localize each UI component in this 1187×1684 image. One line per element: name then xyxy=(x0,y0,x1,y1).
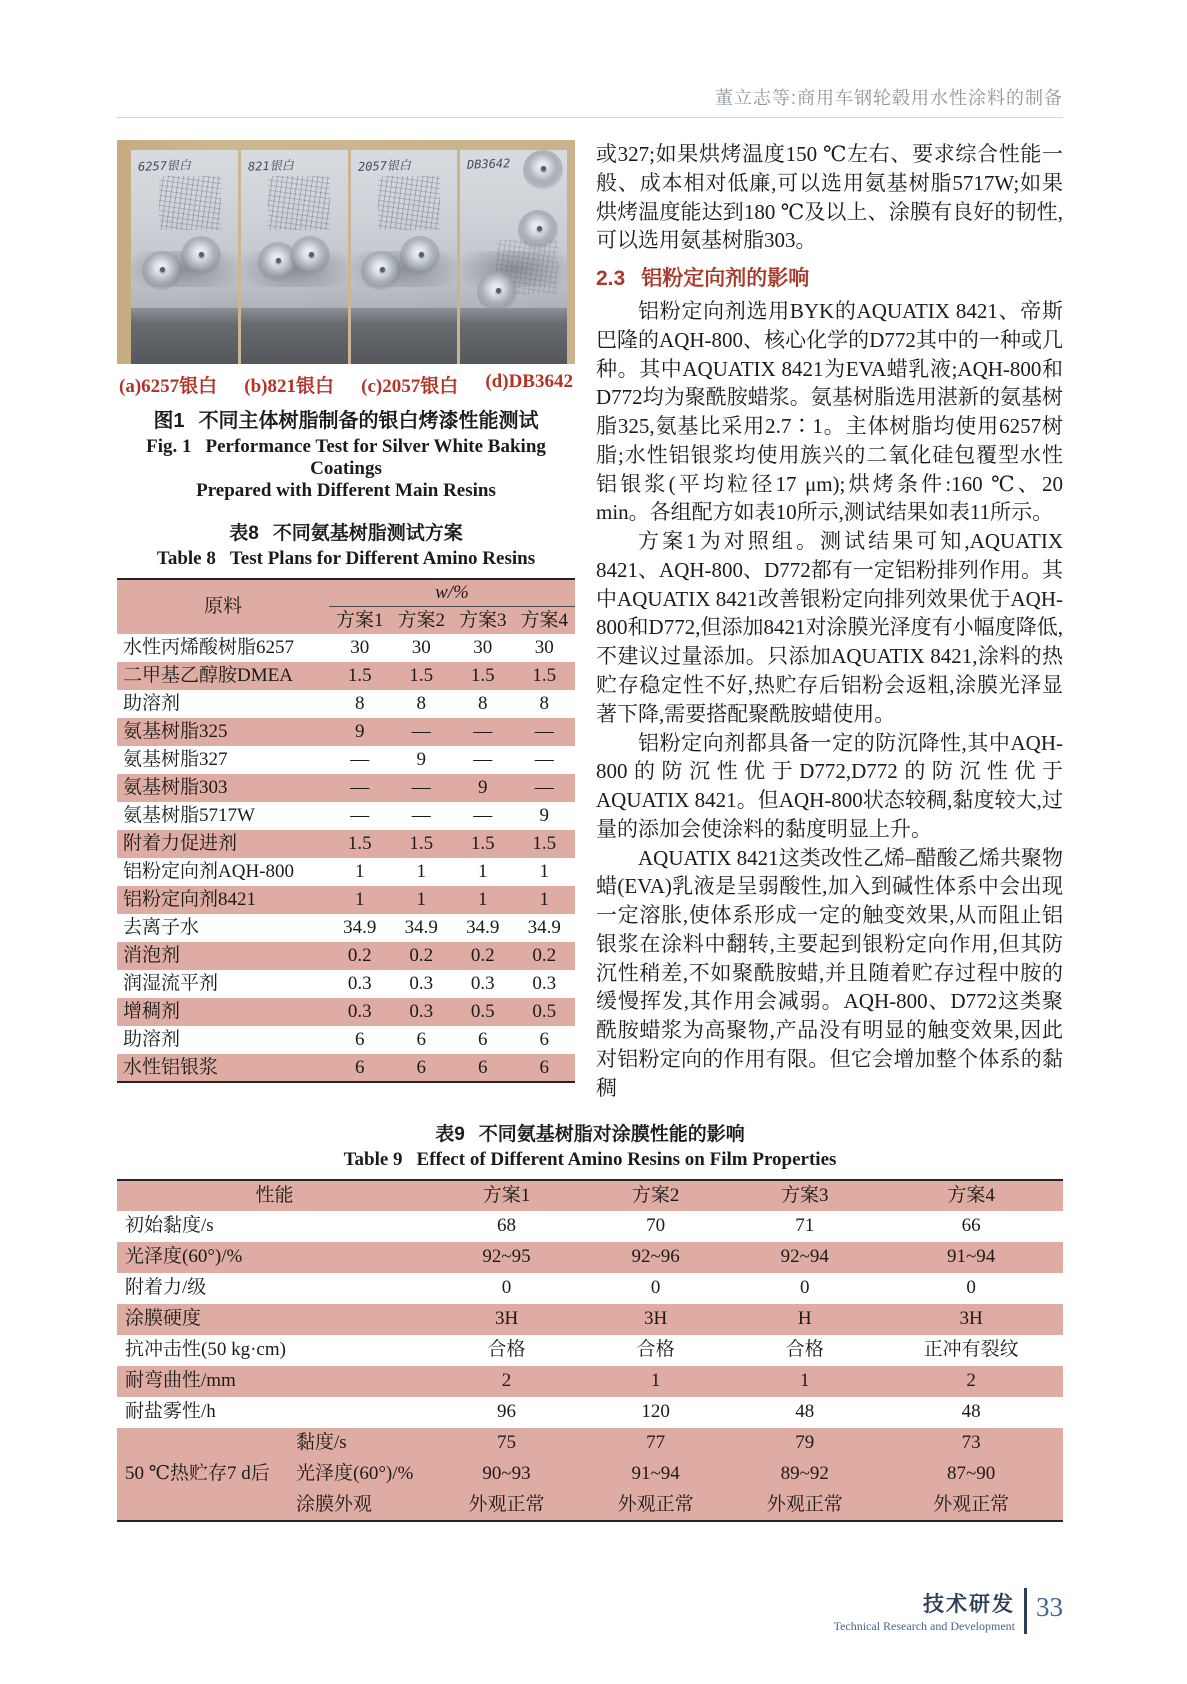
ingredient-name: 氨基树脂327 xyxy=(123,749,228,771)
table8-body xyxy=(117,634,575,1082)
footer-divider-bar xyxy=(1024,1588,1027,1634)
figure1-title-en xyxy=(117,436,575,480)
ingredient-name: 消泡剂 xyxy=(117,942,329,970)
ingredient-value: — xyxy=(411,805,431,827)
table9-row xyxy=(117,1304,1063,1335)
ingredient-value: 9 xyxy=(416,749,426,771)
table9-header xyxy=(117,1180,1063,1211)
table9-title-en-text: Effect of Different Amino Resins on Film Properties xyxy=(416,1148,837,1170)
footer-section xyxy=(834,1588,1015,1634)
ingredient-value: — xyxy=(514,718,576,746)
ingredient-value: 8 xyxy=(355,693,365,715)
impact-dent xyxy=(523,150,563,190)
group-label: 50 ℃热贮存7 d后 xyxy=(117,1428,292,1521)
paragraph: 铝粉定向剂选用BYK的AQUATIX 8421、帝斯巴隆的AQH-800、核心化学的D772其中的一种或几种。其中AQUATIX 8421为EVA蜡乳液;AQH-800和D772均为聚酰胺蜡浆。氨基树脂选用湛新的氨基树脂325,氨基比采用2.7∶1。主体树脂均使用6257树脂;水性铝银浆均使用族兴的二氧化硅包覆型水性铝银浆(平均粒径17 μm);烘烤条件:160 ℃、20 min。各组配方如表10所示,测试结果如表11所示。 xyxy=(596,299,1063,525)
ingredient-value: 8 xyxy=(478,693,488,715)
table8-header-plan3: 方案3 xyxy=(452,606,514,634)
table8-label-en: Table 8 xyxy=(156,548,216,569)
property-value: 48 xyxy=(795,1401,815,1423)
running-head: 董立志等:商用车钢轮毂用水性涂料的制备 xyxy=(117,84,1063,118)
table9-header-plan4: 方案4 xyxy=(879,1180,1063,1211)
property-value: 0 xyxy=(800,1277,810,1299)
paragraph: 方案1为对照组。测试结果可知,AQUATIX 8421、AQH-800、D772都有一定铝粉排列作用。其中AQUATIX 8421改善银粉定向排列效果优于AQH-800和D772,但添加8421对涂膜光泽度有小幅度降低,不建议过量添加。只添加AQUATIX 8421,涂料的热贮存稳定性不好,热贮存后铝粉会返粗,涂膜光泽显著下降,需要搭配聚酰胺蜡使用。 xyxy=(596,529,1063,726)
property-value: 70 xyxy=(646,1215,666,1237)
table9-body xyxy=(117,1211,1063,1521)
property-value: 90~93 xyxy=(432,1459,581,1490)
figure1-title-cn xyxy=(117,404,575,433)
figure1-photo xyxy=(117,140,575,364)
ingredient-value: — xyxy=(329,774,391,802)
coating-panel xyxy=(351,150,458,364)
property-name: 黏度/s xyxy=(292,1428,432,1459)
ingredient-name: 氨基树脂325 xyxy=(117,718,329,746)
ingredient-value: 0.3 xyxy=(347,973,372,995)
table8-row xyxy=(117,746,575,774)
property-value: 75 xyxy=(432,1428,581,1459)
property-name: 耐盐雾性/h xyxy=(125,1401,216,1423)
ingredient-value: — xyxy=(514,774,576,802)
property-value: 0 xyxy=(966,1277,976,1299)
ingredient-value: 6 xyxy=(514,1054,576,1082)
section-number: 2.3 xyxy=(596,267,626,291)
table8-title-cn-text: 不同氨基树脂测试方案 xyxy=(272,523,463,544)
property-value: 91~94 xyxy=(581,1459,730,1490)
ingredient-value: — xyxy=(391,774,453,802)
table8-row xyxy=(117,690,575,718)
ingredient-value: 6 xyxy=(355,1029,365,1051)
ingredient-value: 8 xyxy=(539,693,549,715)
property-name: 初始黏度/s xyxy=(125,1215,214,1237)
table8 xyxy=(117,578,575,1083)
table9-header-property: 性能 xyxy=(117,1180,432,1211)
paragraph: 铝粉定向剂都具备一定的防沉降性,其中AQH-800的防沉性优于D772,D772的防沉性优于AQUATIX 8421。但AQH-800状态较稠,黏度较大,过量的添加会使涂料的黏度明显上升。 xyxy=(596,730,1063,841)
ingredient-value: 1.5 xyxy=(329,830,391,858)
ingredient-value: 0.3 xyxy=(391,998,453,1026)
table9-block xyxy=(117,1119,1063,1522)
property-value: 92~95 xyxy=(432,1242,581,1273)
table8-header xyxy=(117,579,575,634)
property-value: 71 xyxy=(795,1215,815,1237)
ingredient-value: 34.9 xyxy=(527,917,561,939)
impact-dent xyxy=(477,272,517,312)
table8-title-en-text: Test Plans for Different Amino Resins xyxy=(229,548,536,569)
ingredient-value: 1.5 xyxy=(452,662,514,690)
ingredient-name: 二甲基乙醇胺DMEA xyxy=(117,662,329,690)
table9 xyxy=(117,1179,1063,1522)
table9-label-cn: 表9 xyxy=(435,1123,465,1145)
ingredient-value: 1 xyxy=(452,886,514,914)
table8-row xyxy=(117,802,575,830)
ingredient-value: 0.3 xyxy=(470,973,495,995)
ingredient-value: 0.5 xyxy=(452,998,514,1026)
coating-panel xyxy=(460,150,567,364)
ingredient-name: 铝粉定向剂AQH-800 xyxy=(123,861,294,883)
table8-header-ingredient: 原料 xyxy=(117,579,329,634)
ingredient-value: — xyxy=(473,805,493,827)
ingredient-value: 9 xyxy=(539,805,549,827)
property-value: 3H xyxy=(432,1304,581,1335)
ingredient-name: 去离子水 xyxy=(123,917,200,939)
property-value: 91~94 xyxy=(879,1242,1063,1273)
property-value: 3H xyxy=(879,1304,1063,1335)
right-column xyxy=(596,140,1063,1103)
table8-header-plan2: 方案2 xyxy=(391,606,453,634)
table9-title-cn xyxy=(117,1119,1063,1146)
impact-dent xyxy=(142,251,182,291)
ingredient-name: 氨基树脂303 xyxy=(117,774,329,802)
crosshatch-marks xyxy=(268,176,330,230)
ingredient-value: 30 xyxy=(411,637,431,659)
ingredient-value: 8 xyxy=(416,693,426,715)
impact-dent xyxy=(290,236,330,276)
property-value: 120 xyxy=(641,1401,670,1423)
property-value: 外观正常 xyxy=(432,1490,581,1521)
ingredient-value: 1 xyxy=(355,861,365,883)
ingredient-value: 34.9 xyxy=(343,917,377,939)
table8-header-unit: w/% xyxy=(329,579,575,606)
property-value: 2 xyxy=(432,1366,581,1397)
table9-row xyxy=(117,1211,1063,1242)
table8-row xyxy=(117,662,575,690)
table8-title-cn xyxy=(117,518,575,545)
ingredient-value: 9 xyxy=(329,718,391,746)
table8-row xyxy=(117,858,575,886)
property-value: 2 xyxy=(879,1366,1063,1397)
property-name: 耐弯曲性/mm xyxy=(117,1366,432,1397)
crosshatch-marks xyxy=(159,176,221,230)
table8-title-en xyxy=(117,548,575,570)
page-footer xyxy=(834,1588,1063,1634)
ingredient-value: 1.5 xyxy=(391,662,453,690)
property-value: 87~90 xyxy=(879,1459,1063,1490)
property-value: 92~94 xyxy=(730,1242,879,1273)
table8-row xyxy=(117,1026,575,1054)
table8-row xyxy=(117,1054,575,1082)
ingredient-value: 1 xyxy=(329,886,391,914)
property-name: 附着力/级 xyxy=(125,1277,207,1299)
ingredient-value: 1 xyxy=(514,886,576,914)
property-value: 0 xyxy=(501,1277,512,1299)
figure1-label-en: Fig. 1 xyxy=(146,436,192,457)
ingredient-name: 助溶剂 xyxy=(123,1029,181,1051)
table8-row xyxy=(117,830,575,858)
ingredient-value: 9 xyxy=(452,774,514,802)
subcaption-d: (d)DB3642 xyxy=(485,371,573,392)
panel-handwritten-label: 821银白 xyxy=(247,158,294,174)
ingredient-value: 30 xyxy=(473,637,493,659)
ingredient-value: 34.9 xyxy=(404,917,438,939)
property-value: 正冲有裂纹 xyxy=(923,1339,1019,1361)
table9-row xyxy=(117,1335,1063,1366)
journal-page xyxy=(0,84,1187,1684)
ingredient-value: — xyxy=(350,749,370,771)
impact-dent xyxy=(400,236,440,276)
ingredient-value: 0.3 xyxy=(532,973,557,995)
ingredient-name: 润湿流平剂 xyxy=(123,973,219,995)
section-heading-2-3 xyxy=(596,262,1063,292)
figure1-title-en-line2: Prepared with Different Main Resins xyxy=(196,480,496,501)
ingredient-value: 6 xyxy=(452,1054,514,1082)
property-name: 抗冲击性(50 kg·cm) xyxy=(125,1339,286,1361)
table9-row xyxy=(117,1242,1063,1273)
ingredient-name: 铝粉定向剂8421 xyxy=(117,886,329,914)
subcaption-c: (c)2057银白 xyxy=(361,376,459,397)
ingredient-value: 0.2 xyxy=(514,942,576,970)
subcaption-a: (a)6257银白 xyxy=(119,376,218,397)
page-number: 33 xyxy=(1036,1591,1063,1622)
property-value: 合格 xyxy=(487,1339,526,1361)
property-value: 外观正常 xyxy=(879,1490,1063,1521)
ingredient-value: 0.2 xyxy=(329,942,391,970)
property-value: 外观正常 xyxy=(581,1490,730,1521)
table8-row xyxy=(117,634,575,662)
ingredient-name: 氨基树脂5717W xyxy=(123,805,255,827)
property-value: H xyxy=(730,1304,879,1335)
section-title: 铝粉定向剂的影响 xyxy=(641,267,810,291)
coating-panel xyxy=(241,150,348,364)
footer-section-en: Technical Research and Development xyxy=(833,1619,1015,1633)
ingredient-value: 6 xyxy=(329,1054,391,1082)
left-column xyxy=(117,140,575,1083)
property-name: 涂膜外观 xyxy=(292,1490,432,1521)
paragraph: 或327;如果烘烤温度150 ℃左右、要求综合性能一般、成本相对低廉,可以选用氨基树脂5717W;如果烘烤温度能达到180 ℃及以上、涂膜有良好的韧性,可以选用氨基树脂303。 xyxy=(596,142,1063,253)
property-value: 66 xyxy=(961,1215,981,1237)
figure1-title-en-text: Performance Test for Silver White Baking Coatings xyxy=(205,436,546,479)
ingredient-value: — xyxy=(350,805,370,827)
property-value: 92~96 xyxy=(581,1242,730,1273)
table8-row xyxy=(117,886,575,914)
table9-header-plan2: 方案2 xyxy=(581,1180,730,1211)
table8-label-cn: 表8 xyxy=(229,523,259,544)
property-value: 0 xyxy=(650,1277,661,1299)
table8-header-plan4: 方案4 xyxy=(514,606,576,634)
ingredient-name: 增稠剂 xyxy=(117,998,329,1026)
ingredient-name: 助溶剂 xyxy=(123,693,181,715)
table8-row xyxy=(117,970,575,998)
impact-dent xyxy=(181,236,221,276)
ingredient-value: 1 xyxy=(478,861,488,883)
property-value: 79 xyxy=(730,1428,879,1459)
table8-header-plan1: 方案1 xyxy=(329,606,391,634)
ingredient-value: 1 xyxy=(539,861,549,883)
subcaption-b: (b)821银白 xyxy=(244,376,335,397)
ingredient-value: 1.5 xyxy=(514,662,576,690)
ingredient-value: 0.3 xyxy=(409,973,434,995)
property-value: 合格 xyxy=(785,1339,824,1361)
ingredient-value: 0.5 xyxy=(514,998,576,1026)
ingredient-value: 6 xyxy=(539,1029,549,1051)
table9-row xyxy=(117,1273,1063,1304)
property-name: 涂膜硬度 xyxy=(117,1304,432,1335)
ingredient-value: 30 xyxy=(350,637,370,659)
ingredient-value: 0.3 xyxy=(329,998,391,1026)
table8-row xyxy=(117,942,575,970)
property-value: 1 xyxy=(581,1366,730,1397)
table8-row xyxy=(117,914,575,942)
ingredient-value: 1.5 xyxy=(391,830,453,858)
table9-header-plan3: 方案3 xyxy=(730,1180,879,1211)
property-value: 外观正常 xyxy=(730,1490,879,1521)
property-value: 96 xyxy=(497,1401,517,1423)
property-value: 3H xyxy=(581,1304,730,1335)
ingredient-name: 附着力促进剂 xyxy=(117,830,329,858)
table9-label-en: Table 9 xyxy=(343,1148,403,1170)
table9-row xyxy=(117,1366,1063,1397)
figure1-title-cn-text: 不同主体树脂制备的银白烤漆性能测试 xyxy=(198,410,539,432)
panel-handwritten-label: DB3642 xyxy=(467,156,511,172)
property-value: 77 xyxy=(581,1428,730,1459)
ingredient-value: 1 xyxy=(391,886,453,914)
ingredient-value: 34.9 xyxy=(466,917,500,939)
table8-row xyxy=(117,774,575,802)
figure1-subcaptions xyxy=(117,371,575,398)
ingredient-name: 水性丙烯酸树脂6257 xyxy=(123,637,295,659)
property-name: 光泽度(60°)/% xyxy=(117,1242,432,1273)
ingredient-value: 6 xyxy=(478,1029,488,1051)
crosshatch-marks xyxy=(378,176,440,230)
table9-title-cn-text: 不同氨基树脂对涂膜性能的影响 xyxy=(478,1123,745,1145)
ingredient-value: 6 xyxy=(416,1029,426,1051)
table9-row xyxy=(117,1397,1063,1428)
table9-title-en xyxy=(117,1149,1063,1171)
ingredient-value: 6 xyxy=(391,1054,453,1082)
table9-group-row xyxy=(117,1428,1063,1459)
panel-handwritten-label: 2057银白 xyxy=(357,158,411,174)
table9-header-plan1: 方案1 xyxy=(432,1180,581,1211)
ingredient-value: 1.5 xyxy=(514,830,576,858)
property-value: 73 xyxy=(879,1428,1063,1459)
two-column-layout xyxy=(117,140,1063,1103)
ingredient-value: 1.5 xyxy=(452,830,514,858)
ingredient-value: 0.2 xyxy=(391,942,453,970)
property-value: 合格 xyxy=(636,1339,675,1361)
footer-section-cn: 技术研发 xyxy=(923,1593,1015,1616)
figure1-label-cn: 图1 xyxy=(153,410,185,432)
property-name: 光泽度(60°)/% xyxy=(292,1459,432,1490)
table8-row xyxy=(117,718,575,746)
table8-row xyxy=(117,998,575,1026)
paragraph: AQUATIX 8421这类改性乙烯–醋酸乙烯共聚物蜡(EVA)乳液是呈弱酸性,加入到碱性体系中会出现一定溶胀,使体系形成一定的触变效果,从而阻止铝银浆在涂料中翻转,主要起到银粉定向作用,但其防沉性稍差,不如聚酰胺蜡,并且随着贮存过程中胺的缓慢挥发,其作用会减弱。AQH-800、D772这类聚酰胺蜡浆为高聚物,产品没有明显的触变效果,因此对铝粉定向的作用有限。但它会增加整个体系的黏稠 xyxy=(596,845,1063,1100)
ingredient-value: 0.2 xyxy=(452,942,514,970)
ingredient-value: 1.5 xyxy=(329,662,391,690)
ingredient-value: — xyxy=(452,718,514,746)
table8-block xyxy=(117,518,575,1083)
ingredient-value: 1 xyxy=(416,861,426,883)
impact-dent xyxy=(361,251,401,291)
property-value: 48 xyxy=(961,1401,981,1423)
property-value: 89~92 xyxy=(730,1459,879,1490)
ingredient-value: — xyxy=(391,718,453,746)
ingredient-value: 30 xyxy=(534,637,554,659)
ingredient-name: 水性铝银浆 xyxy=(117,1054,329,1082)
property-value: 1 xyxy=(730,1366,879,1397)
ingredient-value: — xyxy=(534,749,554,771)
property-value: 68 xyxy=(497,1215,517,1237)
ingredient-value: — xyxy=(473,749,493,771)
panel-handwritten-label: 6257银白 xyxy=(137,158,192,174)
coating-panel xyxy=(131,150,238,364)
